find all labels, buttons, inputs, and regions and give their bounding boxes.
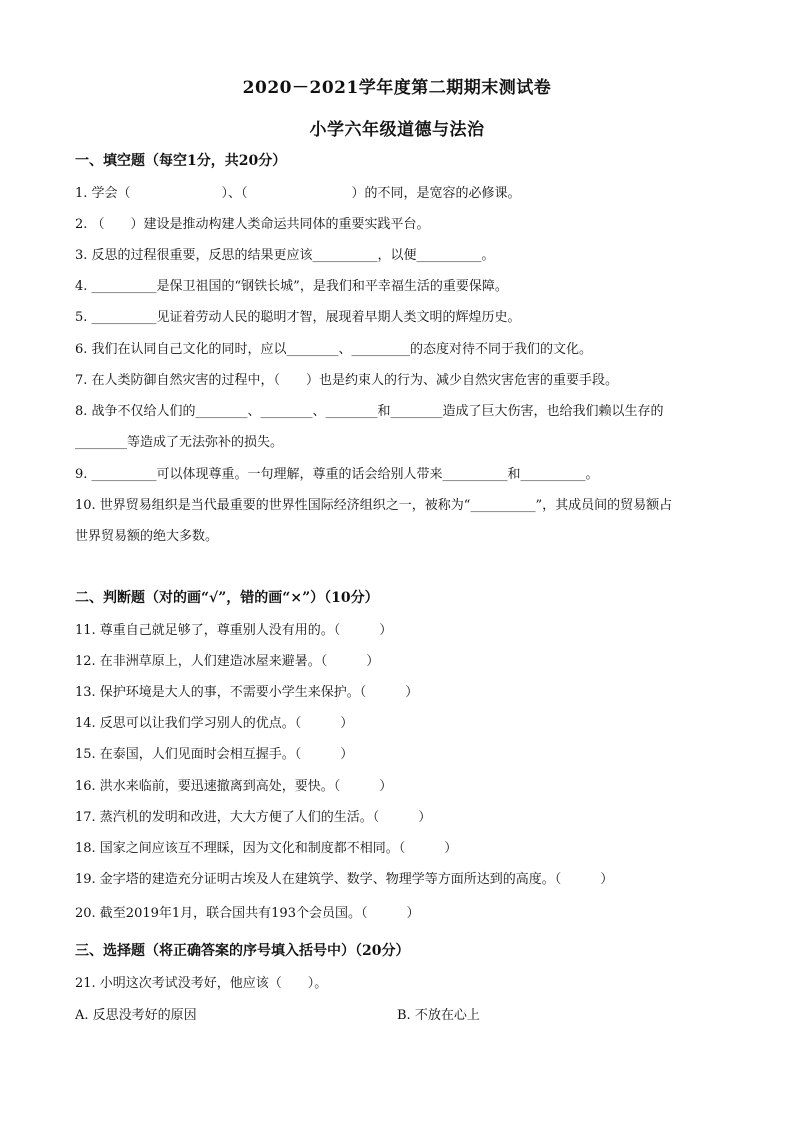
question-15: 15. 在泰国，人们见面时会相互握手。（ ）: [75, 747, 354, 762]
option-b: B. 不放在心上: [397, 1008, 480, 1023]
section-heading-fill-in: 一、填空题（每空1分，共20分）: [75, 153, 287, 169]
question-8: 8. 战争不仅给人们的________、________、________和________造成了巨大伤害，也给我们赖以生存的: [75, 404, 664, 419]
question-11: 11. 尊重自己就足够了，尊重别人没有用的。（ ）: [75, 623, 393, 638]
question-14: 14. 反思可以让我们学习别人的优点。（ ）: [75, 716, 354, 731]
question-8-continued: ________等造成了无法弥补的损失。: [75, 435, 284, 450]
question-10: 10. 世界贸易组织是当代最重要的世界性国际经济组织之一，被称为“__________”，其成员间的贸易额占: [75, 498, 673, 513]
question-6: 6. 我们在认同自己文化的同时，应以________、_________的态度对待不同于我们的文化。: [75, 342, 593, 357]
question-21: 21. 小明这次考试没考好，他应该（ ）。: [75, 976, 328, 991]
question-9: 9. __________可以体现尊重。一句理解，尊重的话会给别人带来__________和__________。: [75, 467, 599, 482]
question-5: 5. __________见证着劳动人民的聪明才智，展现着早期人类文明的辉煌历史。: [75, 310, 521, 325]
section-heading-true-false: 二、判断题（对的画“√”，错的画“×”）（10分）: [75, 590, 379, 606]
option-a: A. 反思没考好的原因: [75, 1008, 197, 1023]
question-10-continued: 世界贸易额的绝大多数。: [75, 529, 219, 544]
question-12: 12. 在非洲草原上，人们建造冰屋来避暑。（ ）: [75, 654, 380, 669]
question-13: 13. 保护环境是大人的事，不需要小学生来保护。（ ）: [75, 685, 419, 700]
exam-title: 2020－2021学年度第二期期末测试卷: [242, 78, 552, 98]
question-17: 17. 蒸汽机的发明和改进，大大方便了人们的生活。（ ）: [75, 810, 432, 825]
question-20: 20. 截至2019年1月，联合国共有193个会员国。（ ）: [75, 906, 420, 921]
question-7: 7. 在人类防御自然灾害的过程中，（ ）也是约束人的行为、减少自然灾害危害的重要手段。: [75, 373, 619, 388]
question-1: 1. 学会（ ）、（ ）的不同，是宽容的必修课。: [75, 186, 521, 201]
question-18: 18. 国家之间应该互不理睬，因为文化和制度都不相同。（ ）: [75, 841, 458, 856]
question-2: 2. （ ）建设是推动构建人类命运共同体的重要实践平台。: [75, 217, 430, 232]
question-19: 19. 金字塔的建造充分证明古埃及人在建筑学、数学、物理学等方面所达到的高度。（ ）: [75, 872, 614, 887]
question-4: 4. __________是保卫祖国的“钢铁长城”，是我们和平幸福生活的重要保障。: [75, 279, 508, 294]
section-heading-multiple-choice: 三、选择题（将正确答案的序号填入括号中）（20分）: [75, 943, 410, 959]
question-3: 3. 反思的过程很重要，反思的结果更应该__________，以便__________。: [75, 248, 495, 263]
exam-subtitle: 小学六年级道德与法治: [309, 120, 485, 140]
question-16: 16. 洪水来临前，要迅速撤离到高处，要快。（ ）: [75, 779, 393, 794]
